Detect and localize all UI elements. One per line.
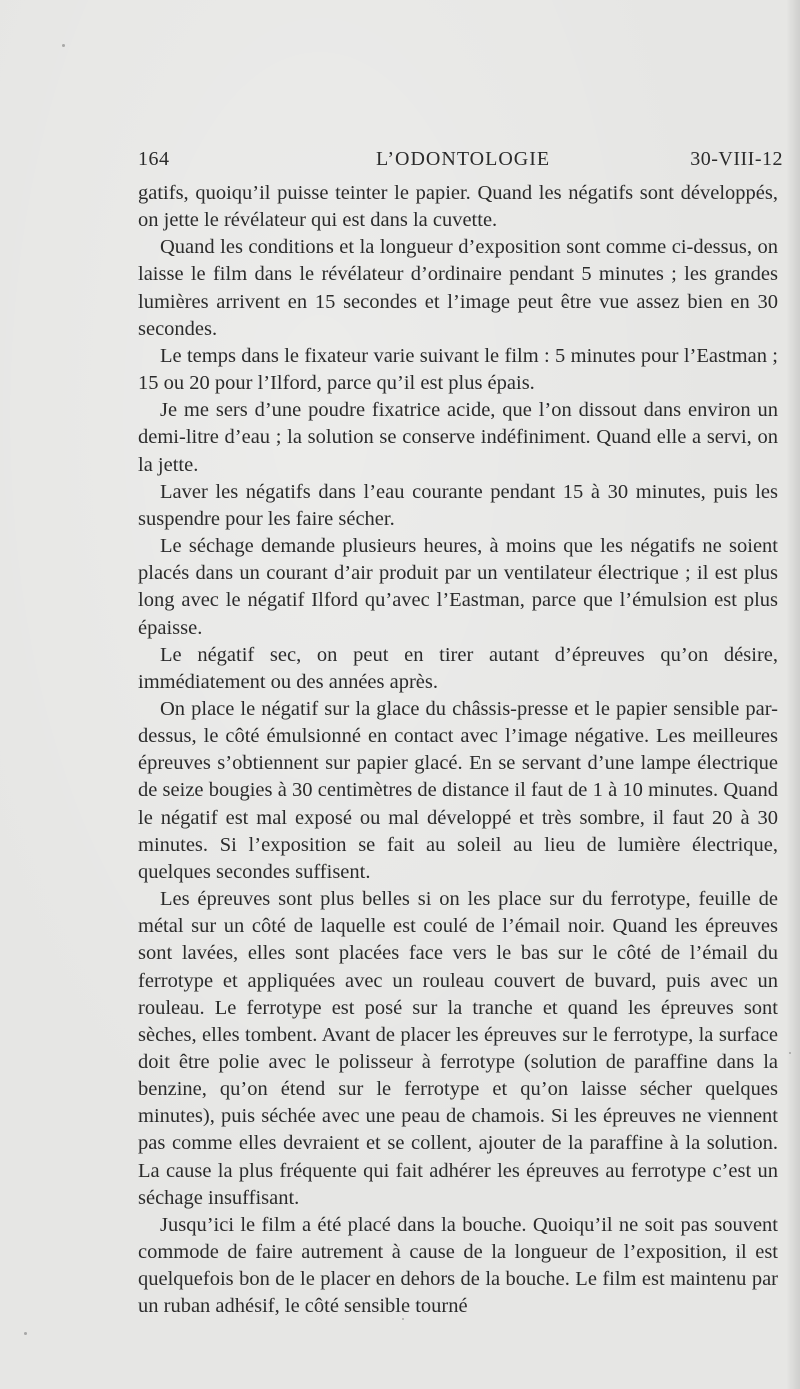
paragraph-fixer-time: Le temps dans le fixateur varie suivant le film : 5 minutes pour l’Eastman ; 15 ou 20 pour l’Ilford, parce qu’il est plus épais. (138, 344, 778, 395)
scan-speck (402, 1318, 404, 1320)
paragraph-film-placement: Jusqu’ici le film a été placé dans la bouche. Quoiqu’il ne soit pas souvent commode de faire autrement à cause de la longueur de l’exposition, il est quelquefois bon de le placer en dehors de la bouche. Le film est maintenu par un ruban adhésif, le côté sensible tourné (138, 1213, 778, 1318)
paragraph-continued: gatifs, quoiqu’il puisse teinter le papier. Quand les négatifs sont développés, on jette le révélateur qui est dans la cuvette. (138, 182, 778, 232)
scan-speck (62, 44, 65, 47)
paragraph-washing: Laver les négatifs dans l’eau courante pendant 15 à 30 minutes, puis les suspendre pour les faire sécher. (138, 480, 778, 530)
scan-speck (24, 1332, 27, 1335)
scan-speck (789, 1052, 791, 1054)
paragraph-exposure: On place le négatif sur la glace du châssis-presse et le papier sensible par-dessus, le côté émulsionné en contact avec l’image négative. Les meilleures épreuves s’obtiennent sur papier glacé. En se servant d’une lampe électrique de seize bougies à 30 centimètres de distance il faut de 1 à 10 minutes. Quand le négatif est mal exposé ou mal développé et très sombre, il faut 20 à 30 minutes. Si l’exposition se fait au soleil au lieu de lumière électrique, quelques secondes suffisent. (138, 697, 778, 883)
paragraph-drying: Le séchage demande plusieurs heures, à moins que les négatifs ne soient placés dans un courant d’air produit par un ventilateur électrique ; il est plus long avec le négatif Ilford qu’avec l’Eastman, parce que l’émulsion est plus épaisse. (138, 535, 778, 639)
running-title: L’ODONTOLOGIE (376, 148, 551, 170)
paragraph-ferrotype: Les épreuves sont plus belles si on les place sur du ferrotype, feuille de métal sur un côté de laquelle est coulé de l’émail noir. Quand les épreuves sont lavées, elles sont placées face vers le bas sur le côté de l’émail du ferrotype et appliquées avec un rouleau couvert de buvard, puis avec un rouleau. Le ferrotype est posé sur la tranche et quand les épreuves sont sèches, elles tombent. Avant de placer les épreuves sur le ferrotype, la surface doit être polie avec le polisseur à ferrotype (solution de paraffine dans la benzine, qu’on étend sur le ferrotype et qu’on laisse sécher quelques minutes), puis séchée avec une peau de chamois. Si les épreuves ne viennent pas comme elles devraient et se collent, ajouter de la paraffine à la solution. La cause la plus fréquente qui fait adhérer les épreuves au ferrotype c’est un séchage insuffisant. (138, 888, 778, 1209)
page-number: 164 (138, 148, 170, 170)
page-header (138, 144, 783, 174)
paragraph-development-time: Quand les conditions et la longueur d’exposition sont comme ci-dessus, on laisse le film dans le révélateur d’ordinaire pendant 5 minutes ; les grandes lumières arrivent en 15 secondes et l’image peut être vue assez bien en 30 secondes. (138, 236, 778, 340)
paragraph-printing: Le négatif sec, on peut en tirer autant d’épreuves qu’on désire, immédiatement ou des années après. (138, 643, 778, 693)
issue-date: 30-VIII-12 (690, 148, 783, 170)
page-edge-shadow (786, 0, 800, 1389)
paragraph-fixer-powder: Je me sers d’une poudre fixatrice acide, que l’on dissout dans environ un demi-litre d’eau ; la solution se conserve indéfiniment. Quand elle a servi, on la jette. (138, 399, 778, 476)
article-body (138, 180, 778, 1321)
